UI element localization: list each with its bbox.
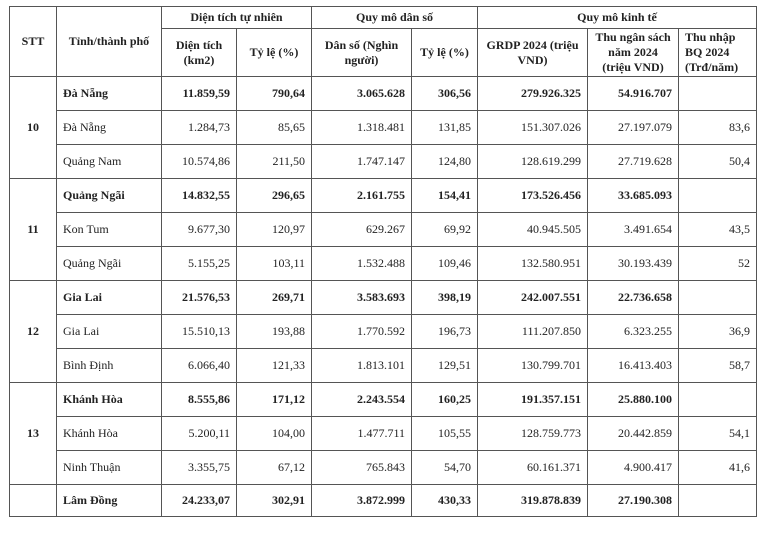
population-ratio-cell: 124,80: [412, 145, 478, 179]
area-ratio-cell: 302,91: [237, 485, 312, 517]
population-cell: 765.843: [312, 451, 412, 485]
population-ratio-cell: 430,33: [412, 485, 478, 517]
header-population-ratio: Tỷ lệ (%): [412, 29, 478, 77]
budget-cell: 20.442.859: [588, 417, 679, 451]
area-cell: 3.355,75: [162, 451, 237, 485]
income-cell: [679, 383, 757, 417]
header-area-ratio: Tỷ lệ (%): [237, 29, 312, 77]
grdp-cell: 60.161.371: [478, 451, 588, 485]
population-cell: 1.477.711: [312, 417, 412, 451]
header-stt: STT: [10, 7, 57, 77]
province-cell: Gia Lai: [57, 315, 162, 349]
population-ratio-cell: 154,41: [412, 179, 478, 213]
table-row-total: [10, 77, 757, 111]
table-row: [10, 417, 757, 451]
stt-cell: 11: [10, 179, 57, 281]
area-cell: 14.832,55: [162, 179, 237, 213]
population-ratio-cell: 196,73: [412, 315, 478, 349]
area-ratio-cell: 269,71: [237, 281, 312, 315]
grdp-cell: 128.619.299: [478, 145, 588, 179]
budget-cell: 25.880.100: [588, 383, 679, 417]
grdp-cell: 319.878.839: [478, 485, 588, 517]
income-cell: 52: [679, 247, 757, 281]
budget-cell: 27.719.628: [588, 145, 679, 179]
province-cell: Gia Lai: [57, 281, 162, 315]
population-ratio-cell: 105,55: [412, 417, 478, 451]
header-population: Dân số (Nghìn người): [312, 29, 412, 77]
stt-cell: [10, 485, 57, 517]
population-cell: 2.243.554: [312, 383, 412, 417]
grdp-cell: 111.207.850: [478, 315, 588, 349]
budget-cell: 27.190.308: [588, 485, 679, 517]
area-cell: 5.155,25: [162, 247, 237, 281]
table-row-total: [10, 383, 757, 417]
header-budget: Thu ngân sách năm 2024 (triệu VND): [588, 29, 679, 77]
province-cell: Đà Nẵng: [57, 111, 162, 145]
population-cell: 1.318.481: [312, 111, 412, 145]
population-cell: 1.532.488: [312, 247, 412, 281]
population-cell: 1.813.101: [312, 349, 412, 383]
area-ratio-cell: 296,65: [237, 179, 312, 213]
population-ratio-cell: 109,46: [412, 247, 478, 281]
table-row: [10, 451, 757, 485]
area-ratio-cell: 171,12: [237, 383, 312, 417]
grdp-cell: 128.759.773: [478, 417, 588, 451]
header-row-1: [10, 7, 757, 29]
area-cell: 21.576,53: [162, 281, 237, 315]
area-ratio-cell: 211,50: [237, 145, 312, 179]
province-stats-table: [9, 6, 757, 517]
area-cell: 1.284,73: [162, 111, 237, 145]
population-cell: 3.065.628: [312, 77, 412, 111]
province-cell: Khánh Hòa: [57, 417, 162, 451]
header-province: Tỉnh/thành phố: [57, 7, 162, 77]
province-cell: Kon Tum: [57, 213, 162, 247]
table-row: [10, 213, 757, 247]
population-cell: 1.747.147: [312, 145, 412, 179]
province-cell: Đà Nẵng: [57, 77, 162, 111]
area-ratio-cell: 85,65: [237, 111, 312, 145]
income-cell: 50,4: [679, 145, 757, 179]
grdp-cell: 132.580.951: [478, 247, 588, 281]
grdp-cell: 151.307.026: [478, 111, 588, 145]
header-grdp: GRDP 2024 (triệu VND): [478, 29, 588, 77]
province-cell: Lâm Đồng: [57, 485, 162, 517]
table-row: [10, 315, 757, 349]
header-economy-group: Quy mô kinh tế: [478, 7, 757, 29]
grdp-cell: 191.357.151: [478, 383, 588, 417]
area-cell: 10.574,86: [162, 145, 237, 179]
table-row: [10, 349, 757, 383]
income-cell: [679, 485, 757, 517]
population-ratio-cell: 129,51: [412, 349, 478, 383]
header-area-group: Diện tích tự nhiên: [162, 7, 312, 29]
area-ratio-cell: 67,12: [237, 451, 312, 485]
budget-cell: 16.413.403: [588, 349, 679, 383]
population-cell: 629.267: [312, 213, 412, 247]
area-cell: 8.555,86: [162, 383, 237, 417]
header-area: Diện tích (km2): [162, 29, 237, 77]
population-cell: 3.872.999: [312, 485, 412, 517]
grdp-cell: 279.926.325: [478, 77, 588, 111]
area-cell: 24.233,07: [162, 485, 237, 517]
income-cell: 58,7: [679, 349, 757, 383]
population-ratio-cell: 398,19: [412, 281, 478, 315]
province-cell: Ninh Thuận: [57, 451, 162, 485]
population-cell: 2.161.755: [312, 179, 412, 213]
budget-cell: 54.916.707: [588, 77, 679, 111]
province-cell: Quảng Nam: [57, 145, 162, 179]
header-income: Thu nhập BQ 2024 (Trđ/năm): [679, 29, 757, 77]
income-cell: 36,9: [679, 315, 757, 349]
grdp-cell: 173.526.456: [478, 179, 588, 213]
income-cell: [679, 179, 757, 213]
header-population-group: Quy mô dân số: [312, 7, 478, 29]
table-row: [10, 247, 757, 281]
grdp-cell: 242.007.551: [478, 281, 588, 315]
income-cell: 41,6: [679, 451, 757, 485]
area-ratio-cell: 121,33: [237, 349, 312, 383]
stt-cell: 13: [10, 383, 57, 485]
population-ratio-cell: 306,56: [412, 77, 478, 111]
income-cell: 54,1: [679, 417, 757, 451]
population-ratio-cell: 160,25: [412, 383, 478, 417]
area-cell: 5.200,11: [162, 417, 237, 451]
grdp-cell: 130.799.701: [478, 349, 588, 383]
population-ratio-cell: 54,70: [412, 451, 478, 485]
budget-cell: 30.193.439: [588, 247, 679, 281]
area-ratio-cell: 120,97: [237, 213, 312, 247]
income-cell: [679, 77, 757, 111]
table-row-total: [10, 281, 757, 315]
budget-cell: 3.491.654: [588, 213, 679, 247]
table-row: [10, 145, 757, 179]
stt-cell: 10: [10, 77, 57, 179]
budget-cell: 33.685.093: [588, 179, 679, 213]
province-cell: Khánh Hòa: [57, 383, 162, 417]
province-cell: Quảng Ngãi: [57, 179, 162, 213]
budget-cell: 27.197.079: [588, 111, 679, 145]
budget-cell: 6.323.255: [588, 315, 679, 349]
population-ratio-cell: 131,85: [412, 111, 478, 145]
area-ratio-cell: 790,64: [237, 77, 312, 111]
table-row-total: [10, 179, 757, 213]
budget-cell: 4.900.417: [588, 451, 679, 485]
population-cell: 3.583.693: [312, 281, 412, 315]
area-ratio-cell: 103,11: [237, 247, 312, 281]
income-cell: [679, 281, 757, 315]
area-ratio-cell: 193,88: [237, 315, 312, 349]
table-row-total: [10, 485, 757, 517]
area-ratio-cell: 104,00: [237, 417, 312, 451]
population-cell: 1.770.592: [312, 315, 412, 349]
area-cell: 11.859,59: [162, 77, 237, 111]
income-cell: 43,5: [679, 213, 757, 247]
area-cell: 15.510,13: [162, 315, 237, 349]
province-cell: Bình Định: [57, 349, 162, 383]
grdp-cell: 40.945.505: [478, 213, 588, 247]
income-cell: 83,6: [679, 111, 757, 145]
province-cell: Quảng Ngãi: [57, 247, 162, 281]
stt-cell: 12: [10, 281, 57, 383]
budget-cell: 22.736.658: [588, 281, 679, 315]
table-row: [10, 111, 757, 145]
area-cell: 6.066,40: [162, 349, 237, 383]
area-cell: 9.677,30: [162, 213, 237, 247]
population-ratio-cell: 69,92: [412, 213, 478, 247]
